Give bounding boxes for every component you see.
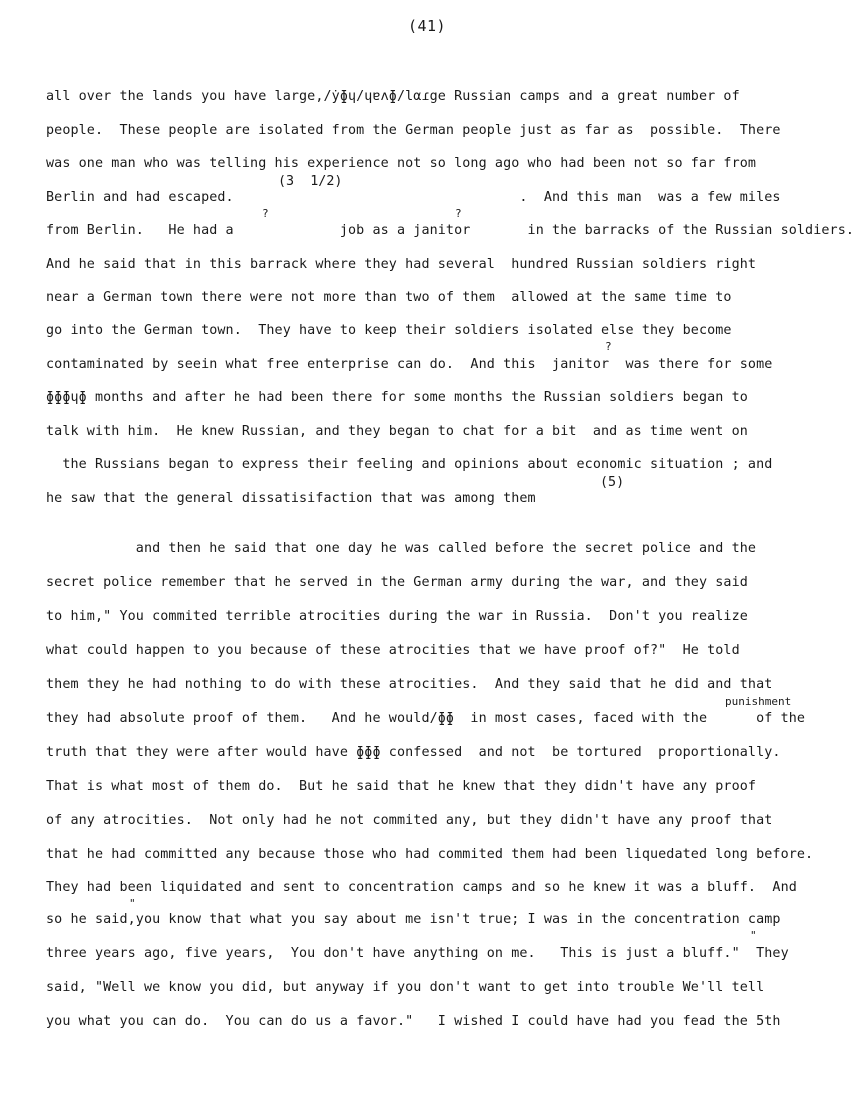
text-line: of any atrocities. Not only had he not commited any, but they didn't have any proof that (46, 813, 773, 828)
text-line: three years ago, five years, You don't have anything on me. This is just a bluff." They (46, 946, 789, 961)
text-line: to him," You commited terrible atrocities during the war in Russia. Don't you realize (46, 609, 748, 624)
text-line: you what you can do. You can do us a favor." I wished I could have had you fead the 5th (46, 1014, 781, 1029)
text-line: go into the German town. They have to keep their soldiers isolated else they become (46, 323, 732, 338)
text-line: all over the lands you have large,/ẏɸɥ/ɥɐʌɸ/lαɾgе Russian camps and a great number of (46, 89, 740, 104)
inserted-quote-note: " (750, 929, 757, 942)
text-line: that he had committed any because those who had commited them had been liquedated long before. (46, 847, 814, 862)
text-line: Berlin and had escaped. . And this man was a few miles (46, 190, 781, 205)
question-mark-note: ? (455, 207, 462, 220)
handwritten-fraction-note: (3 1/2) (278, 174, 343, 189)
text-line: talk with him. He knew Russian, and they began to chat for a bit and as time went on (46, 424, 748, 439)
text-line: ɸɸɸɥɸ months and after he had been there for some months the Russian soldiers began to (46, 390, 748, 405)
inserted-quote-note: " (129, 897, 136, 910)
text-line: truth that they were after would have ɸɸɸ confessed and not be tortured proportionally. (46, 745, 781, 760)
text-line: near a German town there were not more than two of them allowed at the same time to (46, 290, 732, 305)
text-line: was one man who was telling his experience not so long ago who had been not so far from (46, 156, 757, 171)
text-line: what could happen to you because of these atrocities that we have proof of?" He told (46, 643, 740, 658)
question-mark-note: ? (605, 340, 612, 353)
text-line: said, "Well we know you did, but anyway if you don't want to get into trouble We'll tell (46, 980, 765, 995)
text-line: the Russians began to express their feeling and opinions about economic situation ; and (46, 457, 773, 472)
text-line: They had been liquidated and sent to concentration camps and so he knew it was a bluff. And (46, 880, 797, 895)
text-line: people. These people are isolated from the German people just as far as possible. There (46, 123, 781, 138)
inserted-word-note: punishment (725, 695, 792, 708)
text-line: he saw that the general dissatisifaction that was among them (46, 491, 536, 506)
page-number: (41) (407, 17, 447, 35)
text-line: them they he had nothing to do with these atrocities. And they said that he did and that (46, 677, 773, 692)
question-mark-note: ? (262, 207, 269, 220)
text-line: contaminated by seein what free enterprise can do. And this janitor was there for some (46, 357, 773, 372)
text-line: from Berlin. He had a job as a janitor in the barracks of the Russian soldiers. (46, 223, 854, 238)
text-line: and then he said that one day he was called before the secret police and the (46, 541, 757, 556)
text-line: secret police remember that he served in the German army during the war, and they said (46, 575, 748, 590)
text-line: so he said,you know that what you say about me isn't true; I was in the concentration camp (46, 912, 781, 927)
text-line: And he said that in this barrack where they had several hundred Russian soldiers right (46, 257, 757, 272)
text-line: That is what most of them do. But he said that he knew that they didn't have any proof (46, 779, 757, 794)
text-line: they had absolute proof of them. And he would/ɸɸ in most cases, faced with the of the (46, 711, 806, 726)
handwritten-number-note: (5) (600, 475, 625, 490)
